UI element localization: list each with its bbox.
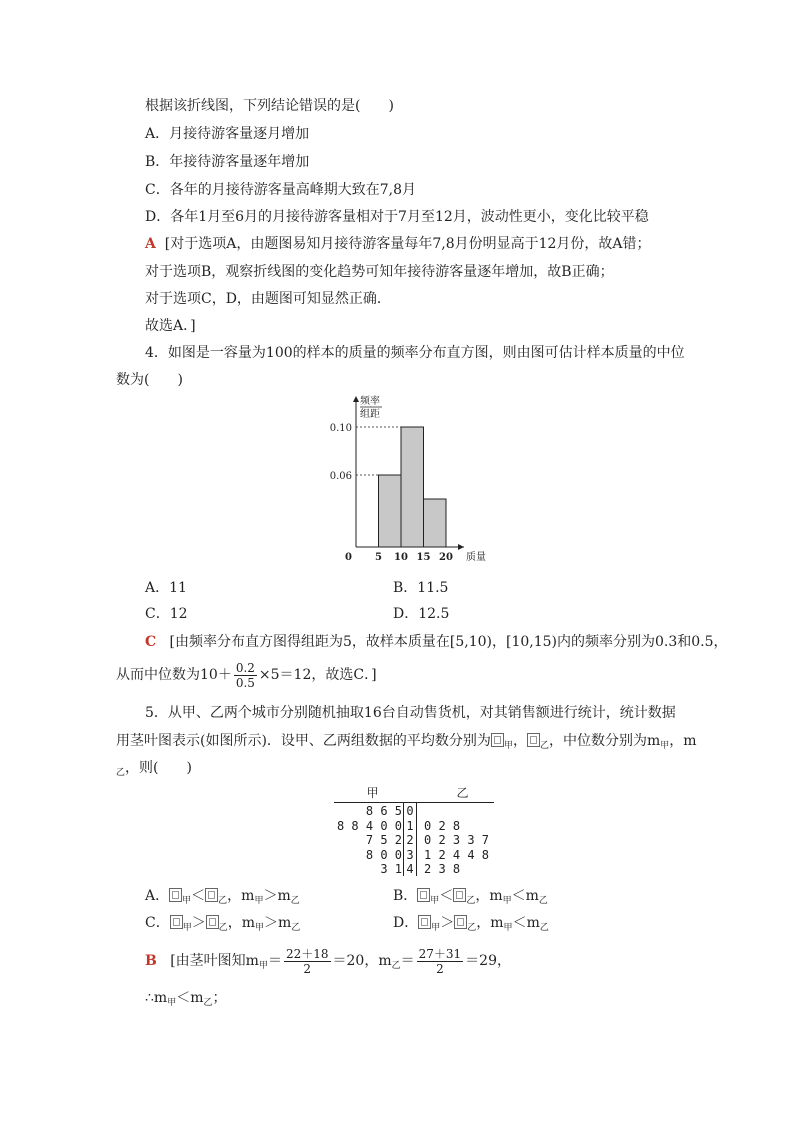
y-axis-label-denominator: 组距	[360, 409, 380, 420]
stemleaf-right-leaves: 1 2 4 4 8	[424, 847, 490, 862]
stemleaf-right-leaves: 0 2 3 3 7	[424, 833, 490, 847]
q5-stem-line2: 用茎叶图表示(如图所示)．设甲、乙两组数据的平均数分别为 $_甲$， $_乙$，中位数分别为$m_甲$，m	[116, 733, 697, 751]
stemleaf-left-leaves: 8 8 4 0 0	[336, 818, 402, 833]
q4-solution-line1: C [由频率分布直方图得组距为5，故样本质量在[5,10)，[10,15)内的频率分别为0.3和0.5，	[145, 634, 728, 650]
stemleaf-row	[330, 848, 500, 862]
stemleaf-right-leaves: 0 2 8	[424, 818, 461, 833]
stemleaf-stem: 1	[406, 818, 414, 833]
q3-answer: A	[145, 236, 156, 252]
q5-answer: B	[145, 953, 157, 969]
q4-solution-line2: 从而中位数为10＋ $\frac{0.2}{0.5}$ ×5＝12，故选C．]	[116, 660, 377, 690]
mean-symbol	[491, 733, 504, 747]
fraction: $\frac{27+31}{2}$	[418, 946, 462, 976]
mean-symbol	[527, 733, 540, 747]
q3-solution-line2: 对于选项B，观察折线图的变化趋势可知年接待游客量逐年增加，故B正确；	[145, 264, 614, 280]
stemleaf-row	[330, 833, 500, 847]
stemleaf-stem: 2	[406, 833, 414, 847]
stem-leaf-plot	[330, 786, 500, 878]
stemleaf-right-header: 乙	[456, 786, 469, 800]
q4-option-c: C．12	[145, 606, 188, 622]
q5-option-a: A． $_甲$＜ $_乙$，$m_甲>m_乙$	[145, 888, 300, 906]
q4-option-b: B．11.5	[393, 580, 449, 596]
fraction: $\frac{22+18}{2}$	[285, 946, 329, 976]
q5-option-b: B． $_甲$＜ $_乙$，$m_甲<m_乙$	[393, 888, 548, 906]
stemleaf-left-header: 甲	[366, 786, 379, 800]
stemleaf-row	[330, 819, 500, 833]
q3-stem: 根据该折线图，下列结论错误的是( )	[145, 98, 394, 114]
histogram-bar	[401, 427, 424, 547]
fraction: $\frac{0.2}{0.5}$	[235, 660, 255, 690]
q5-solution-line2: $\therefore m_甲<m_乙$；	[145, 990, 227, 1008]
stemleaf-row	[330, 804, 500, 818]
q5-stem-line3: $_乙$，则( )	[116, 760, 192, 778]
y-axis-label-numerator: 频率	[360, 396, 380, 407]
stemleaf-right-leaves: 2 3 8	[424, 862, 461, 876]
q4-stem-line2: 数为( )	[116, 372, 183, 388]
histogram-bar	[379, 475, 402, 547]
x-tick-label: 10	[394, 552, 408, 563]
y-tick-label: 0.06	[329, 471, 352, 482]
q3-option-b: B．年接待游客量逐年增加	[145, 154, 310, 170]
stemleaf-left-leaves: 3 1	[380, 862, 402, 876]
q3-option-c: C．各年的月接待游客量高峰期大致在7,8月	[145, 182, 416, 198]
x-tick-label: 0	[345, 552, 352, 563]
stemleaf-row	[330, 862, 500, 876]
q4-option-a: A．11	[145, 580, 187, 596]
q4-stem-line1: 4．如图是一容量为100的样本的质量的频率分布直方图，则由图可估计样本质量的中位	[145, 345, 685, 361]
x-tick-label: 15	[416, 552, 431, 563]
q3-solution-line4: 故选A．]	[145, 318, 196, 334]
y-axis-arrow	[353, 396, 359, 402]
q3-option-d: D．各年1月至6月的月接待游客量相对于7月至12月，波动性更小，变化比较平稳	[145, 209, 649, 225]
stemleaf-stem: 0	[406, 804, 414, 818]
q5-option-c: C． $_甲$＞ $_乙$，$m_甲>m_乙$	[145, 915, 301, 933]
stemleaf-left-leaves: 8 0 0	[365, 847, 402, 862]
histogram-bar	[424, 499, 447, 547]
stemleaf-left-leaves: 7 5 2	[365, 833, 402, 847]
q4-answer: C	[145, 634, 157, 650]
q5-stem-line1: 5．从甲、乙两个城市分别随机抽取16台自动售货机，对其销售额进行统计，统计数据	[145, 705, 676, 721]
frequency-histogram	[320, 392, 500, 567]
stemleaf-stem: 4	[406, 862, 414, 876]
q3-solution-line3: 对于选项C，D，由题图可知显然正确．	[145, 291, 391, 307]
x-axis-arrow	[458, 544, 464, 550]
q5-option-d: D． $_甲$＞ $_乙$，$m_甲<m_乙$	[393, 915, 549, 933]
y-tick-label: 0.10	[329, 423, 352, 434]
q4-option-d: D．12.5	[393, 606, 450, 622]
x-tick-label: 20	[439, 552, 453, 563]
stemleaf-left-leaves: 8 6 5	[365, 804, 402, 818]
q3-solution-line1: A [对于选项A，由题图易知月接待游客量每年7,8月份明显高于12月份，故A错；	[145, 236, 651, 252]
q3-option-a: A．月接待游客量逐月增加	[145, 126, 310, 142]
stemleaf-stem: 3	[406, 847, 414, 862]
x-tick-label: 5	[375, 552, 382, 563]
q5-solution-line1: B [由茎叶图知$m_甲=$ $\frac{22+18}{2}$ ＝20，$m_乙=$ $\frac{27+31}{2}$ ＝29，	[145, 946, 511, 976]
x-axis-label: 质量	[466, 552, 486, 563]
